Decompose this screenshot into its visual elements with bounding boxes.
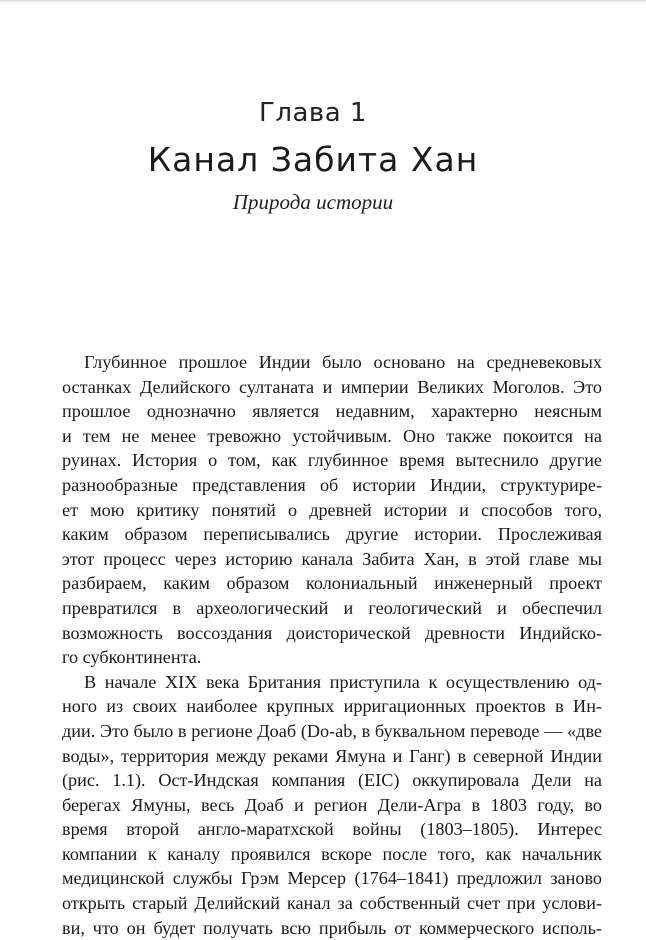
text-line: разбираем, каким образом колониальный инженерный проект: [62, 573, 602, 594]
text-line: Глубинное прошлое Индии было основано на средневековых: [84, 352, 602, 372]
text-line: медицинской службы Грэм Мерсер (1764–1841) предложил заново: [62, 868, 602, 889]
text-line: воды», территория между реками Ямуна и Ганг) в северной Индии: [62, 745, 602, 766]
text-line: (рис. 1.1). Ост-Индская компания (EIC) оккупировала Дели на: [62, 770, 602, 791]
text-line: этот процесс через историю канала Забита Хан, в этой главе мы: [62, 548, 602, 569]
body-text: [62, 350, 602, 940]
text-line: дии. Это было в регионе Доаб (Do-ab, в буквальном переводе — «две: [62, 720, 602, 741]
text-line: компании к каналу проявился вскоре после того, как начальник: [62, 843, 602, 864]
text-line: время второй англо-маратхской войны (1803–1805). Интерес: [62, 819, 602, 840]
paragraph-1: [62, 350, 602, 670]
text-line: каким образом переписывались другие истории. Прослеживая: [62, 524, 602, 545]
page-top-edge: [0, 0, 646, 3]
text-line: ного из своих наиболее крупных ирригационных проектов в Ин-: [62, 696, 602, 717]
chapter-title: Канал Забита Хан: [147, 140, 479, 179]
text-line: останках Делийского султаната и империи Великих Моголов. Это: [62, 376, 602, 397]
text-line: превратился в археологический и геологический и обеспечил: [62, 597, 602, 618]
text-line: берегах Ямуны, весь Доаб и регион Дели-Агра в 1803 году, во: [62, 794, 602, 815]
text-line: разнообразные представления об истории Индии, структурире-: [62, 474, 602, 495]
chapter-number: Глава 1: [259, 98, 367, 128]
text-line: руинах. История о том, как глубинное время вытеснило другие: [62, 450, 602, 471]
text-line: ви, что он будет получать всю прибыль от коммерческого исполь-: [62, 917, 602, 938]
paragraph-2: [62, 670, 602, 940]
text-line: прошлое однозначно является недавним, характерно неясным: [62, 401, 602, 422]
text-line: и тем не менее тревожно устойчивым. Оно также покоится на: [62, 425, 602, 446]
text-line: возможность воссоздания доисторической древности Индийско-: [62, 622, 602, 643]
text-line: открыть старый Делийский канал за собственный счет при услови-: [62, 893, 602, 914]
text-line: В начале XIX века Британия приступила к осуществлению од-: [84, 671, 602, 692]
text-line: го субконтинента.: [62, 647, 202, 668]
text-line: ет мою критику понятий о древней истории и способов того,: [62, 499, 602, 520]
chapter-subtitle: Природа истории: [232, 190, 394, 214]
